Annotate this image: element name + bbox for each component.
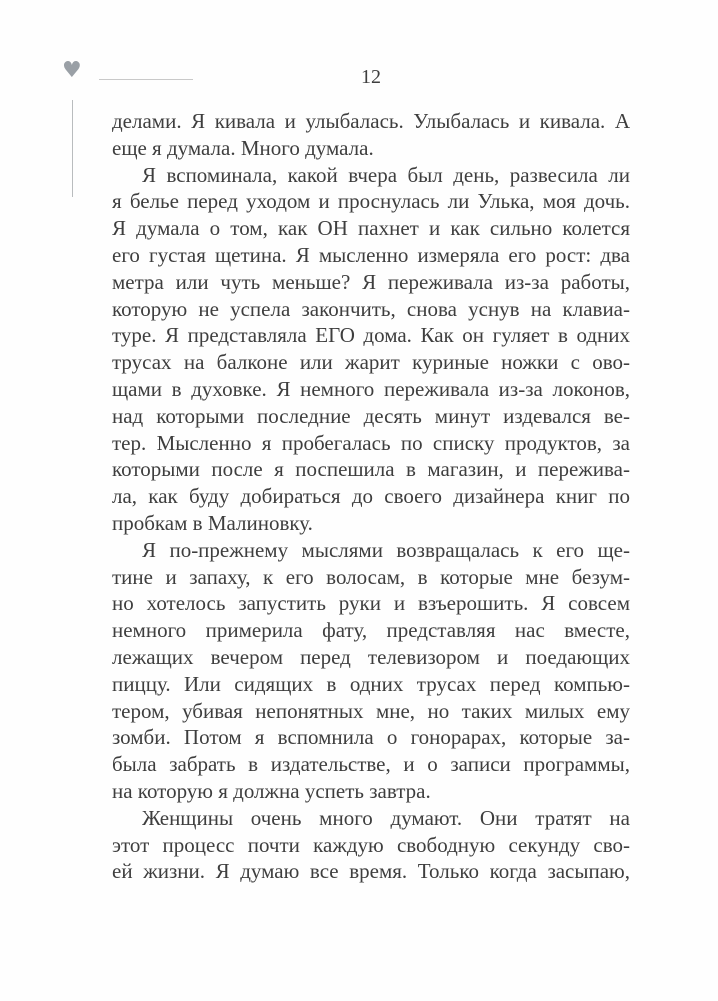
text-line: Я по-прежнему мыслями возвращалась к его ще- [142,537,630,562]
text-line: туре. Я представляла ЕГО дома. Как он гуляет в одних [112,323,630,348]
text-line: немного примерила фату, представляя нас вместе, [112,618,630,643]
text-line: пиццу. Или сидящих в одних трусах перед компью- [112,671,630,696]
text-line: тине и запаху, к его волосам, в которые мне безум- [112,564,630,589]
text-line: пробкам в Малиновку. [112,510,313,535]
text-line: еще я думала. Много думала. [112,135,374,160]
left-vertical-rule [72,100,73,197]
text-line: Я думала о том, как ОН пахнет и как сильно колется [112,216,630,241]
text-line: тер. Мысленно я пробегалась по списку продуктов, за [112,430,630,455]
text-line: зомби. Потом я вспомнила о гонорарах, которые за- [112,725,630,750]
text-line: его густая щетина. Я мысленно измеряла его рост: два [112,242,630,267]
text-line: над которыми последние десять минут издевался ве- [112,403,630,428]
page-number: 12 [361,66,381,88]
text-line: которыми после я поспешила в магазин, и пережива- [112,457,630,482]
text-line: я белье перед уходом и проснулась ли Улька, моя дочь. [112,189,630,214]
text-line: которую не успела закончить, снова уснув на клавиа- [112,296,630,321]
text-line: трусах на балконе или жарит куриные ножки с ово- [112,350,630,375]
text-line: щами в духовке. Я немного переживала из-за локонов, [112,376,630,401]
text-line: была забрать в издательстве, и о записи программы, [112,752,630,777]
text-line: на которую я должна успеть завтра. [112,778,431,803]
text-line: тером, убивая непонятных мне, но таких милых ему [112,698,630,723]
text-line: этот процесс почти каждую свободную секунду сво- [112,832,630,857]
text-line: Женщины очень много думают. Они тратят на [142,805,630,830]
text-line: лежащих вечером перед телевизором и поедающих [112,644,630,669]
text-line: Я вспоминала, какой вчера был день, развесила ли [142,162,630,187]
text-line: делами. Я кивала и улыбалась. Улыбалась и кивала. А [112,109,630,133]
text-line: метра или чуть меньше? Я переживала из-за работы, [112,269,630,294]
text-line: ей жизни. Я думаю все время. Только когда засыпаю, [112,859,630,884]
text-block [112,108,630,885]
text-line: ла, как буду добираться до своего дизайнера книг по [112,484,630,509]
heart-icon: ♥ [62,58,82,83]
text-line: но хотелось запустить руки и взъерошить. Я совсем [112,591,630,616]
